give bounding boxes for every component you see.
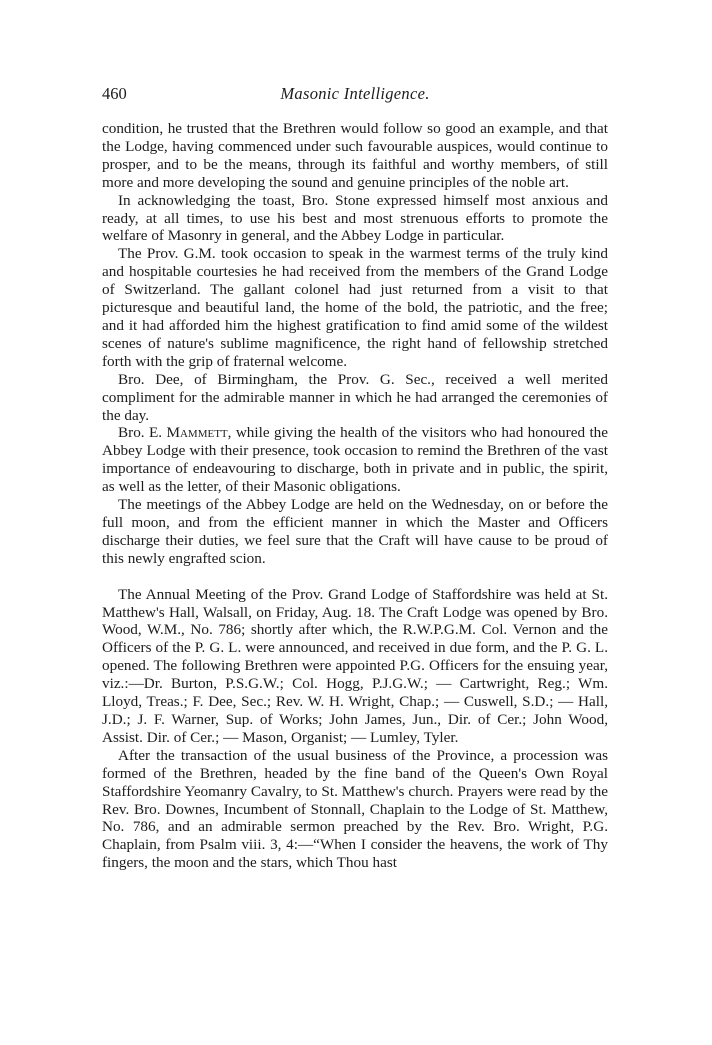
paragraph-procession: After the transaction of the usual business of the Province, a procession was formed of the Brethren, headed by the fine band of the Queen's Own Royal Staffordshire Yeomanry Cavalry, to St. Matthew's church. Prayers were read by the Rev. Bro. Downes, Incumbent of Stonnall, Chaplain to the Lodge of St. Matthew, No. 786, and an admirable sermon preached by the Rev. Bro. Wright, P.G. Chaplain, from Psalm viii. 3, 4:—“When I consider the heavens, the work of Thy fingers, the moon and the stars, which Thou hast <box>102 746 608 872</box>
paragraph-staffordshire-meeting: The Annual Meeting of the Prov. Grand Lodge of Staffordshire was held at St. Matthew's Hall, Walsall, on Friday, Aug. 18. The Craft Lodge was opened by Bro. Wood, W.M., No. 786; shortly after which, the R.W.P.G.M. Col. Vernon and the Officers of the P. G. L. were announced, and received in due form, and the P. G. L. opened. The following Brethren were appointed P.G. Officers for the ensuing year, viz.:—Dr. Burton, P.S.G.W.; Col. Hogg, P.J.G.W.; — Cartwright, Reg.; Wm. Lloyd, Treas.; F. Dee, Sec.; Rev. W. H. Wright, Chap.; — Cuswell, S.D.; — Hall, J.D.; J. F. Warner, Sup. of Works; John James, Jun., Dir. of Cer.; John Wood, Assist. Dir. of Cer.; — Mason, Organist; — Lumley, Tyler. <box>102 585 608 746</box>
mammett-lead: Bro. E. <box>118 424 167 442</box>
mammett-rest: , while giving the health of the visitors who had honoured the Abbey Lodge with their presence, took occasion to remind the Brethren of the vast importance of endeavouring to discharge, both in private and in public, the spirit, as well as the letter, of their Masonic obligations. <box>102 424 609 496</box>
page-header <box>102 84 608 108</box>
mammett-name: Mammett <box>166 424 228 442</box>
paragraph-prov-gm: The Prov. G.M. took occasion to speak in the warmest terms of the truly kind and hospitable courtesies he had received from the members of the Grand Lodge of Switzerland. The gallant colonel had just returned from a visit to that picturesque and beautiful land, the home of the bold, the patriotic, and the free; and it had afforded him the highest gratification to find amid some of the wildest scenes of nature's sublime magnificence, the right hand of fellowship stretched forth with the grip of fraternal welcome. <box>102 245 608 370</box>
running-title: Masonic Intelligence. <box>280 84 430 103</box>
page-number: 460 <box>102 84 127 103</box>
paragraph-toast-conclusion: condition, he trusted that the Brethren would follow so good an example, and that the Lodge, having commenced under such favourable auspices, would continue to prosper, and to be the means, through its faithful and worthy members, of still more and more developing the sound and genuine principles of the noble art. <box>102 120 608 191</box>
paragraph-bro-mammett <box>102 424 608 496</box>
paragraph-bro-stone: In acknowledging the toast, Bro. Stone expressed himself most anxious and ready, at all times, to use his best and most strenuous efforts to promote the welfare of Masonry in general, and the Abbey Lodge in particular. <box>102 191 608 245</box>
paragraph-bro-dee: Bro. Dee, of Birmingham, the Prov. G. Sec., received a well merited compliment for the admirable manner in which he had arranged the ceremonies of the day. <box>102 370 608 424</box>
paragraph-abbey-meetings: The meetings of the Abbey Lodge are held on the Wednesday, on or before the full moon, and from the efficient manner in which the Master and Officers discharge their duties, we feel sure that the Craft will have cause to be proud of this newly engrafted scion. <box>102 496 608 567</box>
article-body <box>102 120 608 872</box>
